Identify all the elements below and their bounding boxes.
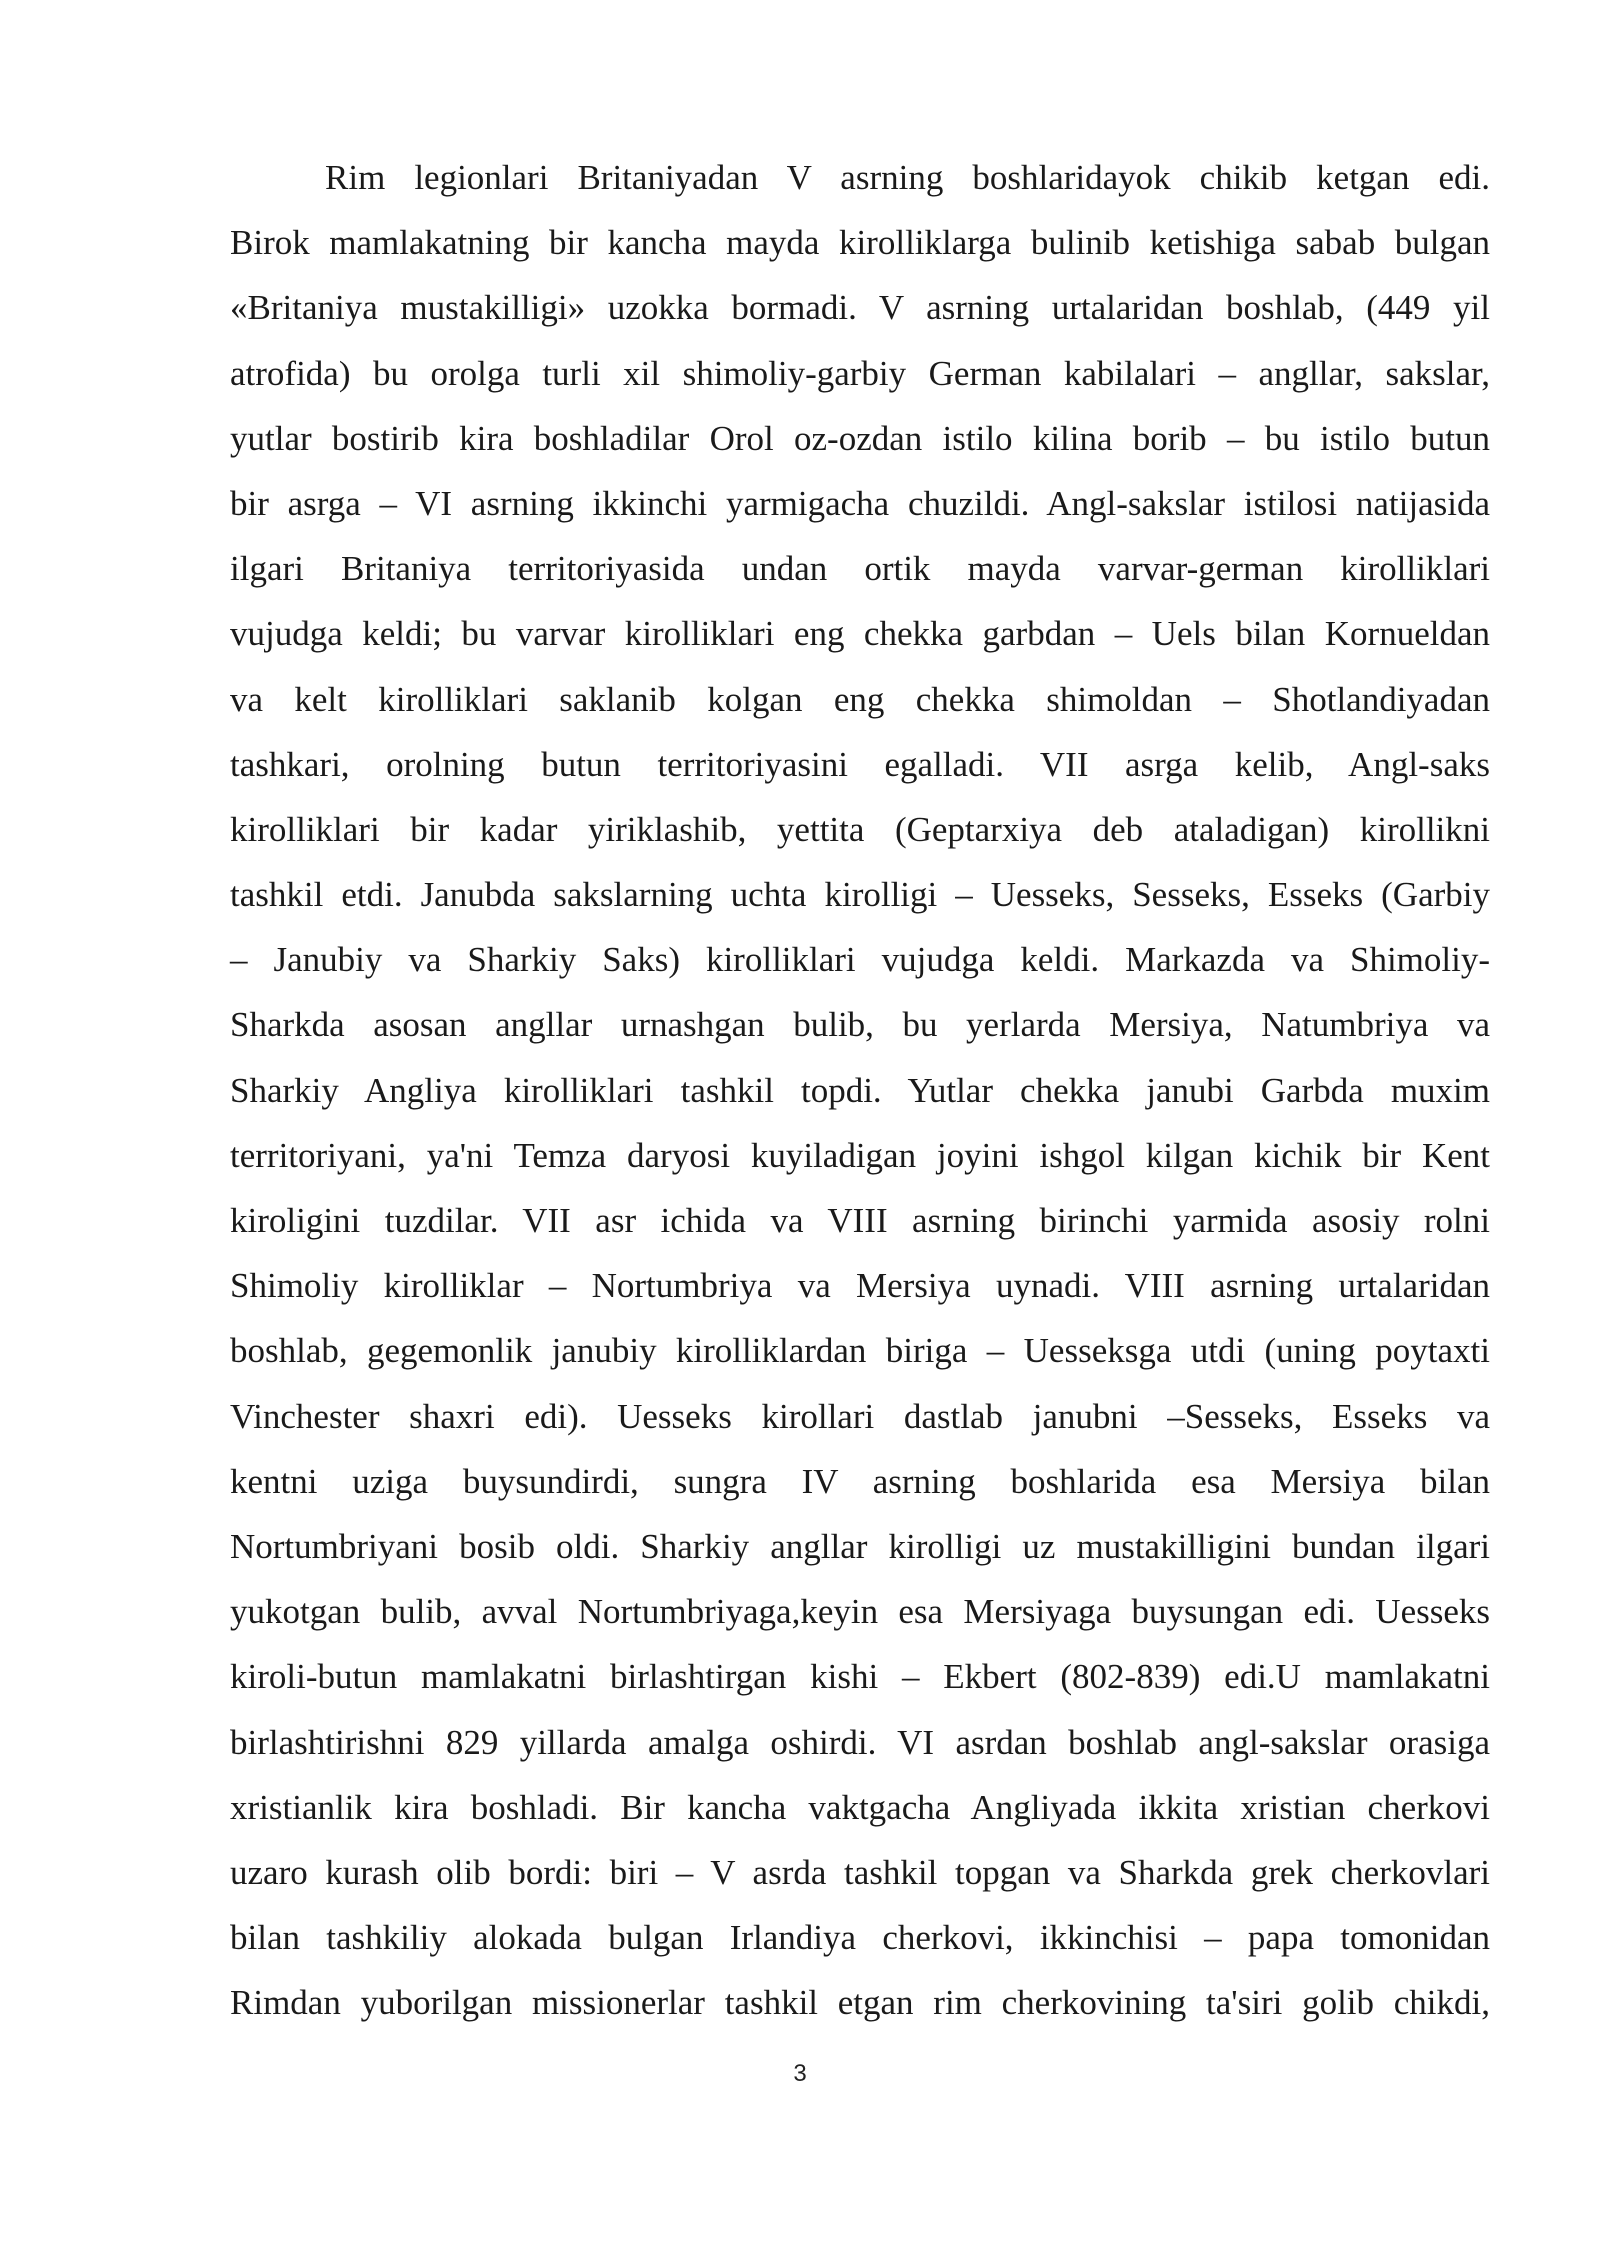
text-line: Nortumbriyani bosib oldi. Sharkiy angllar kirolligi uz mustakilligini bundan ilgari	[230, 1526, 1490, 1566]
text-line: bilan tashkiliy alokada bulgan Irlandiya cherkovi, ikkinchisi – papa tomonidan	[230, 1918, 1490, 1958]
text-line: uzaro kurash olib bordi: biri – V asrda tashkil topgan va Sharkda grek cherkovlari	[230, 1852, 1490, 1892]
text-line: kirolliklari bir kadar yiriklashib, yettita (Geptarxiya deb ataladigan) kirollikni	[230, 809, 1490, 849]
text-line: kentni uziga buysundirdi, sungra IV asrning boshlarida esa Mersiya bilan	[230, 1461, 1490, 1501]
text-line: yukotgan bulib, avval Nortumbriyaga,keyin esa Mersiyaga buysungan edi. Uesseks	[230, 1592, 1490, 1632]
text-line: kiroligini tuzdilar. VII asr ichida va VIII asrning birinchi yarmida asosiy rolni	[230, 1201, 1490, 1240]
text-line: boshlab, gegemonlik janubiy kirolliklardan biriga – Uesseksga utdi (uning poytaxti	[230, 1331, 1490, 1371]
text-line: atrofida) bu orolga turli xil shimoliy-garbiy German kabilalari – angllar, sakslar,	[230, 353, 1490, 393]
text-line: xristianlik kira boshladi. Bir kancha vaktgacha Angliyada ikkita xristian cherkovi	[230, 1787, 1490, 1827]
text-line: territoriyani, ya'ni Temza daryosi kuyiladigan joyini ishgol kilgan kichik bir Kent	[230, 1135, 1490, 1175]
text-line: Rim legionlari Britaniyadan V asrning boshlaridayok chikib ketgan edi.	[325, 158, 1490, 197]
text-line: bir asrga – VI asrning ikkinchi yarmigacha chuzildi. Angl-sakslar istilosi natijasida	[230, 483, 1490, 523]
text-line: «Britaniya mustakilligi» uzokka bormadi. V asrning urtalaridan boshlab, (449 yil	[230, 288, 1490, 328]
page-number: 3	[793, 2060, 807, 2087]
text-line: Sharkda asosan angllar urnashgan bulib, bu yerlarda Mersiya, Natumbriya va	[230, 1005, 1490, 1045]
text-line: Rimdan yuborilgan missionerlar tashkil etgan rim cherkovining ta'siri golib chikdi,	[230, 1983, 1490, 2023]
text-line: kiroli-butun mamlakatni birlashtirgan kishi – Ekbert (802-839) edi.U mamlakatni	[230, 1657, 1490, 1697]
text-line: yutlar bostirib kira boshladilar Orol oz-ozdan istilo kilina borib – bu istilo butun	[230, 418, 1490, 458]
body-paragraph	[230, 145, 1490, 2035]
text-line: ilgari Britaniya territoriyasida undan ortik mayda varvar-german kirolliklari	[230, 549, 1490, 589]
text-line: vujudga keldi; bu varvar kirolliklari eng chekka garbdan – Uels bilan Kornueldan	[230, 614, 1490, 654]
text-line: tashkari, orolning butun territoriyasini egalladi. VII asrga kelib, Angl-saks	[230, 744, 1490, 784]
text-line: – Janubiy va Sharkiy Saks) kirolliklari vujudga keldi. Markazda va Shimoliy-	[230, 940, 1490, 980]
text-line: Vinchester shaxri edi). Uesseks kirollari dastlab janubni –Sesseks, Esseks va	[230, 1396, 1490, 1436]
text-line: Birok mamlakatning bir kancha mayda kirolliklarga bulinib ketishiga sabab bulgan	[230, 223, 1490, 263]
text-line: birlashtirishni 829 yillarda amalga oshirdi. VI asrdan boshlab angl-sakslar orasiga	[230, 1722, 1490, 1762]
text-line: tashkil etdi. Janubda sakslarning uchta kirolligi – Uesseks, Sesseks, Esseks (Garbiy	[230, 875, 1490, 915]
text-line: Shimoliy kirolliklar – Nortumbriya va Mersiya uynadi. VIII asrning urtalaridan	[230, 1266, 1490, 1306]
text-line: va kelt kirolliklari saklanib kolgan eng chekka shimoldan – Shotlandiyadan	[230, 679, 1490, 719]
text-line: Sharkiy Angliya kirolliklari tashkil topdi. Yutlar chekka janubi Garbda muxim	[230, 1070, 1490, 1110]
